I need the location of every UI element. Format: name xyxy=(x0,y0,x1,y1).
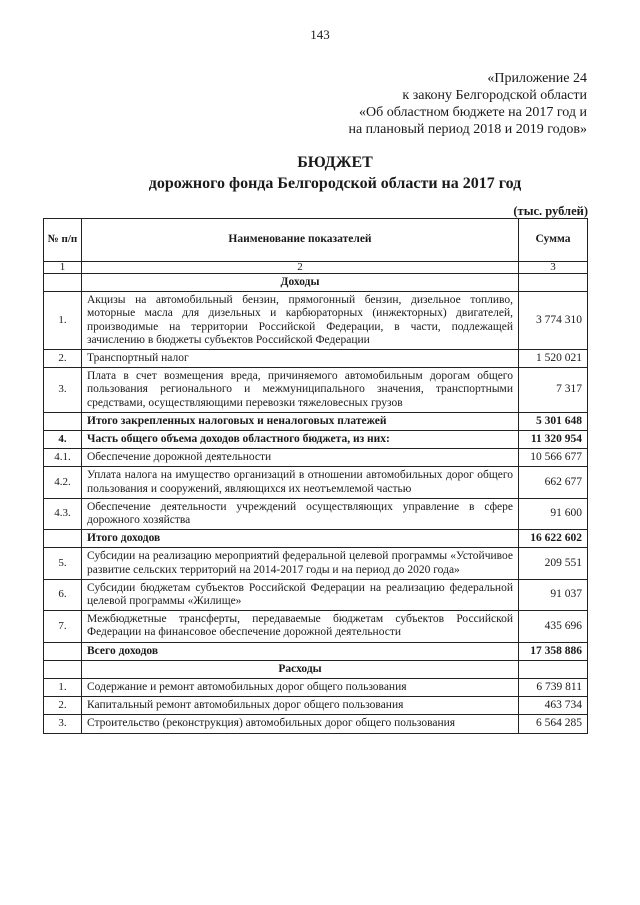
row-sum: 17 358 886 xyxy=(519,642,588,660)
title-line: БЮДЖЕТ xyxy=(297,154,373,171)
row-number: 1. xyxy=(44,679,82,697)
row-name: Субсидии бюджетам субъектов Российской Федерации на реализацию федеральной целевой программы «Жилище» xyxy=(82,579,519,610)
row-name: Обеспечение дорожной деятельности xyxy=(82,449,519,467)
row-number: 5. xyxy=(44,548,82,579)
table-row xyxy=(44,498,588,529)
row-name: Часть общего объема доходов областного бюджета, из них: xyxy=(82,431,519,449)
table-row xyxy=(44,368,588,413)
row-sum: 662 677 xyxy=(519,467,588,498)
table-row xyxy=(44,292,588,350)
table-row xyxy=(44,449,588,467)
table-row xyxy=(44,611,588,642)
row-name: Капитальный ремонт автомобильных дорог общего пользования xyxy=(82,697,519,715)
index-cell: 1 xyxy=(44,262,82,274)
appendix-line: к закону Белгородской области xyxy=(402,88,587,103)
row-sum: 1 520 021 xyxy=(519,350,588,368)
table-row xyxy=(44,431,588,449)
row-number xyxy=(44,530,82,548)
budget-table xyxy=(43,218,588,734)
row-number xyxy=(44,412,82,430)
row-sum: 7 317 xyxy=(519,368,588,413)
row-sum: 11 320 954 xyxy=(519,431,588,449)
page-number: 143 xyxy=(310,27,330,42)
expense-section-label: Расходы xyxy=(82,660,519,678)
appendix-line: на плановый период 2018 и 2019 годов» xyxy=(348,122,587,137)
table-header-row xyxy=(44,219,588,262)
row-sum: 6 564 285 xyxy=(519,715,588,733)
appendix-header xyxy=(348,70,587,138)
row-name: Итого закрепленных налоговых и неналоговых платежей xyxy=(82,412,519,430)
row-sum: 10 566 677 xyxy=(519,449,588,467)
header-name: Наименование показателей xyxy=(82,219,519,262)
header-sum: Сумма xyxy=(519,219,588,262)
table-row xyxy=(44,579,588,610)
row-name: Субсидии на реализацию мероприятий федеральной целевой программы «Устойчивое развитие сельских территорий на 2014-2017 годы и на период до 2020 года» xyxy=(82,548,519,579)
row-number: 4.1. xyxy=(44,449,82,467)
row-name: Транспортный налог xyxy=(82,350,519,368)
row-sum: 6 739 811 xyxy=(519,679,588,697)
row-sum: 209 551 xyxy=(519,548,588,579)
row-name: Всего доходов xyxy=(82,642,519,660)
row-sum: 435 696 xyxy=(519,611,588,642)
row-sum: 16 622 602 xyxy=(519,530,588,548)
row-sum: 5 301 648 xyxy=(519,412,588,430)
row-number xyxy=(44,642,82,660)
row-name: Содержание и ремонт автомобильных дорог общего пользования xyxy=(82,679,519,697)
index-cell: 2 xyxy=(82,262,519,274)
income-section-label: Доходы xyxy=(82,274,519,292)
units-label: (тыс. рублей) xyxy=(513,204,588,218)
row-sum: 91 037 xyxy=(519,579,588,610)
table-row xyxy=(44,412,588,430)
row-number: 4.3. xyxy=(44,498,82,529)
row-name: Плата в счет возмещения вреда, причиняемого автомобильным дорогам общего пользования регионального и межмуниципального значения, транспортными средствами, осуществляющими перевозки тяжеловесных грузов xyxy=(82,368,519,413)
expense-section-row xyxy=(44,660,588,678)
row-name: Межбюджетные трансферты, передаваемые бюджетам субъектов Российской Федерации на финансовое обеспечение дорожной деятельности xyxy=(82,611,519,642)
row-sum: 463 734 xyxy=(519,697,588,715)
row-number: 7. xyxy=(44,611,82,642)
table-row xyxy=(44,715,588,733)
table-row xyxy=(44,697,588,715)
row-sum: 3 774 310 xyxy=(519,292,588,350)
index-cell: 3 xyxy=(519,262,588,274)
table-row xyxy=(44,467,588,498)
row-name: Строительство (реконструкция) автомобильных дорог общего пользования xyxy=(82,715,519,733)
title-line: дорожного фонда Белгородской области на 2017 год xyxy=(148,175,522,192)
table-row xyxy=(44,530,588,548)
table-row xyxy=(44,350,588,368)
row-name: Уплата налога на имущество организаций в отношении автомобильных дорог общего пользования и сооружений, являющихся их неотъемлемой частью xyxy=(82,467,519,498)
income-section-row xyxy=(44,274,588,292)
row-name: Итого доходов xyxy=(82,530,519,548)
document-title xyxy=(0,152,640,194)
row-number: 6. xyxy=(44,579,82,610)
row-number: 3. xyxy=(44,715,82,733)
row-number: 4. xyxy=(44,431,82,449)
header-num: № п/п xyxy=(44,219,82,262)
table-index-row xyxy=(44,262,588,274)
table-row xyxy=(44,642,588,660)
row-name: Акцизы на автомобильный бензин, прямогонный бензин, дизельное топливо, моторные масла для дизельных и карбюраторных (инжекторных) двигателей, производимые на территории Российской Федерации, в части, подлежащей зачислению в бюджеты субъектов Российской Федерации xyxy=(82,292,519,350)
row-number: 2. xyxy=(44,350,82,368)
row-number: 4.2. xyxy=(44,467,82,498)
table-row xyxy=(44,679,588,697)
row-name: Обеспечение деятельности учреждений осуществляющих управление в сфере дорожного хозяйства xyxy=(82,498,519,529)
row-number: 3. xyxy=(44,368,82,413)
appendix-line: «Об областном бюджете на 2017 год и xyxy=(359,105,587,120)
appendix-line: «Приложение 24 xyxy=(487,71,587,86)
row-number: 2. xyxy=(44,697,82,715)
row-sum: 91 600 xyxy=(519,498,588,529)
table-row xyxy=(44,548,588,579)
row-number: 1. xyxy=(44,292,82,350)
